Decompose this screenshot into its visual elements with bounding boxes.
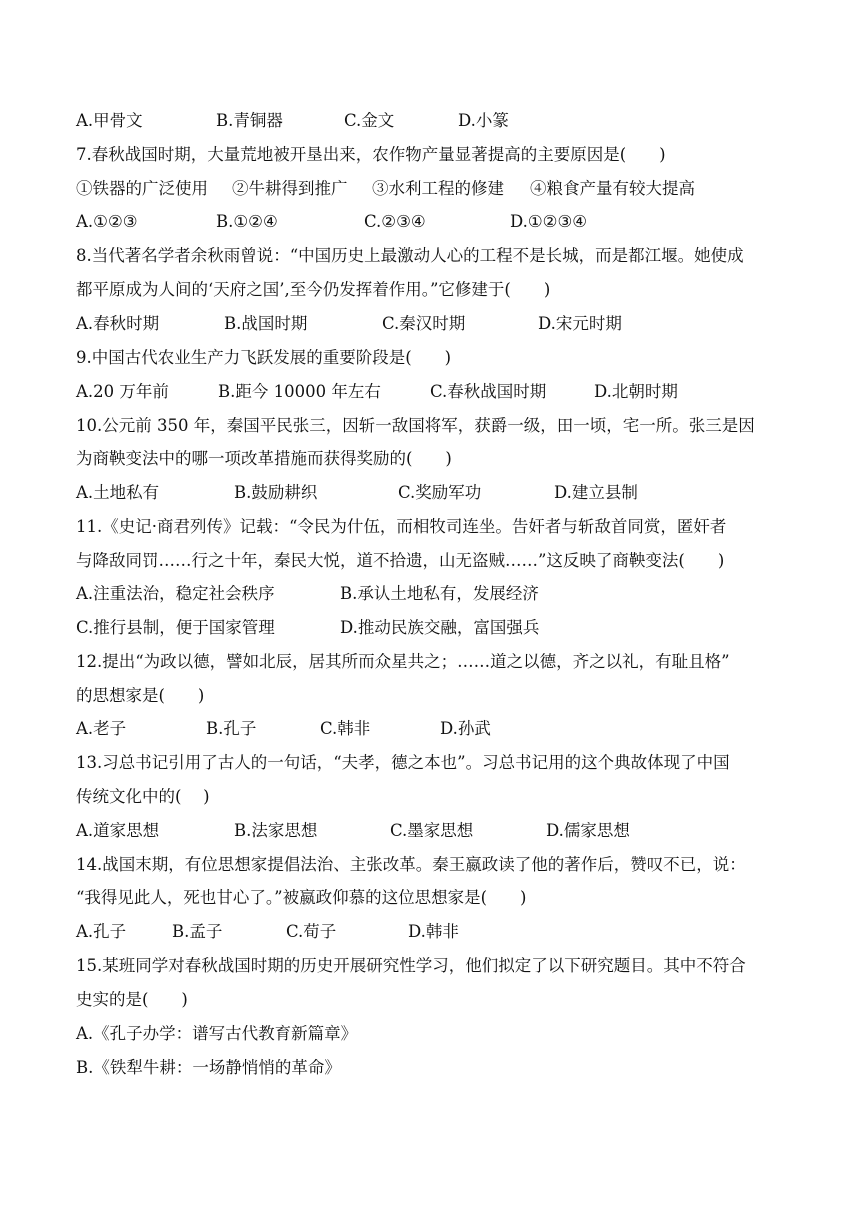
- option-d: D.韩非: [408, 922, 459, 941]
- question-stem: 11.《史记·商君列传》记载：“令民为什伍，而相牧司连坐。告奸者与斩敌首同赏，匿奸者: [76, 517, 727, 536]
- option-a: A.甲骨文: [76, 111, 143, 130]
- option-b: B.承认土地私有，发展经济: [340, 584, 539, 603]
- option-c: C.金文: [344, 111, 395, 130]
- option-a: A.老子: [76, 719, 127, 738]
- option-a: A.《孔子办学：谱写古代教育新篇章》: [76, 1024, 358, 1043]
- statement-item: ③水利工程的修建: [372, 179, 504, 198]
- question-stem: “我得见此人，死也甘心了。”被嬴政仰慕的这位思想家是( ): [76, 888, 527, 907]
- question-stem: 传统文化中的( ): [76, 787, 210, 806]
- option-a: A.孔子: [76, 922, 127, 941]
- option-a: A.注重法治，稳定社会秩序: [76, 584, 275, 603]
- question-stem: 7.春秋战国时期，大量荒地被开垦出来，农作物产量显著提高的主要原因是( ): [76, 145, 666, 164]
- option-a: A.春秋时期: [76, 314, 160, 333]
- question-stem: 的思想家是( ): [76, 686, 205, 705]
- question-stem: 都平原成为人间的‘天府之国’,至今仍发挥着作用。”它修建于( ): [76, 280, 551, 299]
- option-c: C.秦汉时期: [382, 314, 466, 333]
- option-d: D.孙武: [440, 719, 491, 738]
- question-stem: 8.当代著名学者余秋雨曾说：“中国历史上最激动人心的工程不是长城，而是都江堰。她使成: [76, 246, 744, 265]
- option-b: B.战国时期: [224, 314, 308, 333]
- statement-item: ④粮食产量有较大提高: [530, 179, 695, 198]
- statement-item: ②牛耕得到推广: [232, 179, 348, 198]
- question-stem: 9.中国古代农业生产力飞跃发展的重要阶段是( ): [76, 348, 452, 367]
- option-c: C.墨家思想: [390, 821, 474, 840]
- question-stem: 史实的是( ): [76, 990, 188, 1009]
- option-d: D.①②③④: [510, 212, 588, 231]
- option-d: D.北朝时期: [594, 382, 678, 401]
- question-stem: 12.提出“为政以德，譬如北辰，居其所而众星共之；……道之以德，齐之以礼，有耻且格”: [76, 652, 730, 671]
- option-c: C.春秋战国时期: [430, 382, 547, 401]
- option-d: D.推动民族交融，富国强兵: [340, 618, 540, 637]
- option-a: A.20 万年前: [76, 382, 169, 401]
- option-c: C.推行县制，便于国家管理: [76, 618, 275, 637]
- question-stem: 13.习总书记引用了古人的一句话，“夫孝，德之本也”。习总书记用的这个典故体现了中国: [76, 753, 730, 772]
- option-b: B.距今 10000 年左右: [218, 382, 381, 401]
- option-b: B.孟子: [172, 922, 223, 941]
- option-c: C.荀子: [286, 922, 337, 941]
- option-b: B.孔子: [206, 719, 257, 738]
- option-b: B.法家思想: [234, 821, 318, 840]
- question-stem: 与降敌同罚……行之十年，秦民大悦，道不拾遗，山无盗贼……”这反映了商鞅变法( ): [76, 551, 725, 570]
- question-stem: 10.公元前 350 年，秦国平民张三，因斩一敌国将军，获爵一级，田一顷，宅一所。张三是因: [76, 416, 755, 435]
- option-d: D.小篆: [458, 111, 509, 130]
- question-stem: 14.战国末期，有位思想家提倡法治、主张改革。秦王嬴政读了他的著作后，赞叹不已，说：: [76, 855, 746, 874]
- option-a: A.土地私有: [76, 483, 160, 502]
- question-stem: 为商鞅变法中的哪一项改革措施而获得奖励的( ): [76, 449, 452, 468]
- option-c: C.韩非: [320, 719, 371, 738]
- option-c: C.②③④: [364, 212, 426, 231]
- option-b: B.鼓励耕织: [234, 483, 318, 502]
- option-d: D.建立县制: [554, 483, 638, 502]
- statement-item: ①铁器的广泛使用: [76, 179, 208, 198]
- option-c: C.奖励军功: [398, 483, 482, 502]
- option-b: B.青铜器: [216, 111, 283, 130]
- option-d: D.儒家思想: [546, 821, 630, 840]
- option-b: B.《铁犁牛耕：一场静悄悄的革命》: [76, 1058, 341, 1077]
- option-a: A.①②③: [76, 212, 138, 231]
- option-b: B.①②④: [216, 212, 278, 231]
- question-stem: 15.某班同学对春秋战国时期的历史开展研究性学习，他们拟定了以下研究题目。其中不符合: [76, 956, 746, 975]
- option-d: D.宋元时期: [538, 314, 622, 333]
- option-a: A.道家思想: [76, 821, 160, 840]
